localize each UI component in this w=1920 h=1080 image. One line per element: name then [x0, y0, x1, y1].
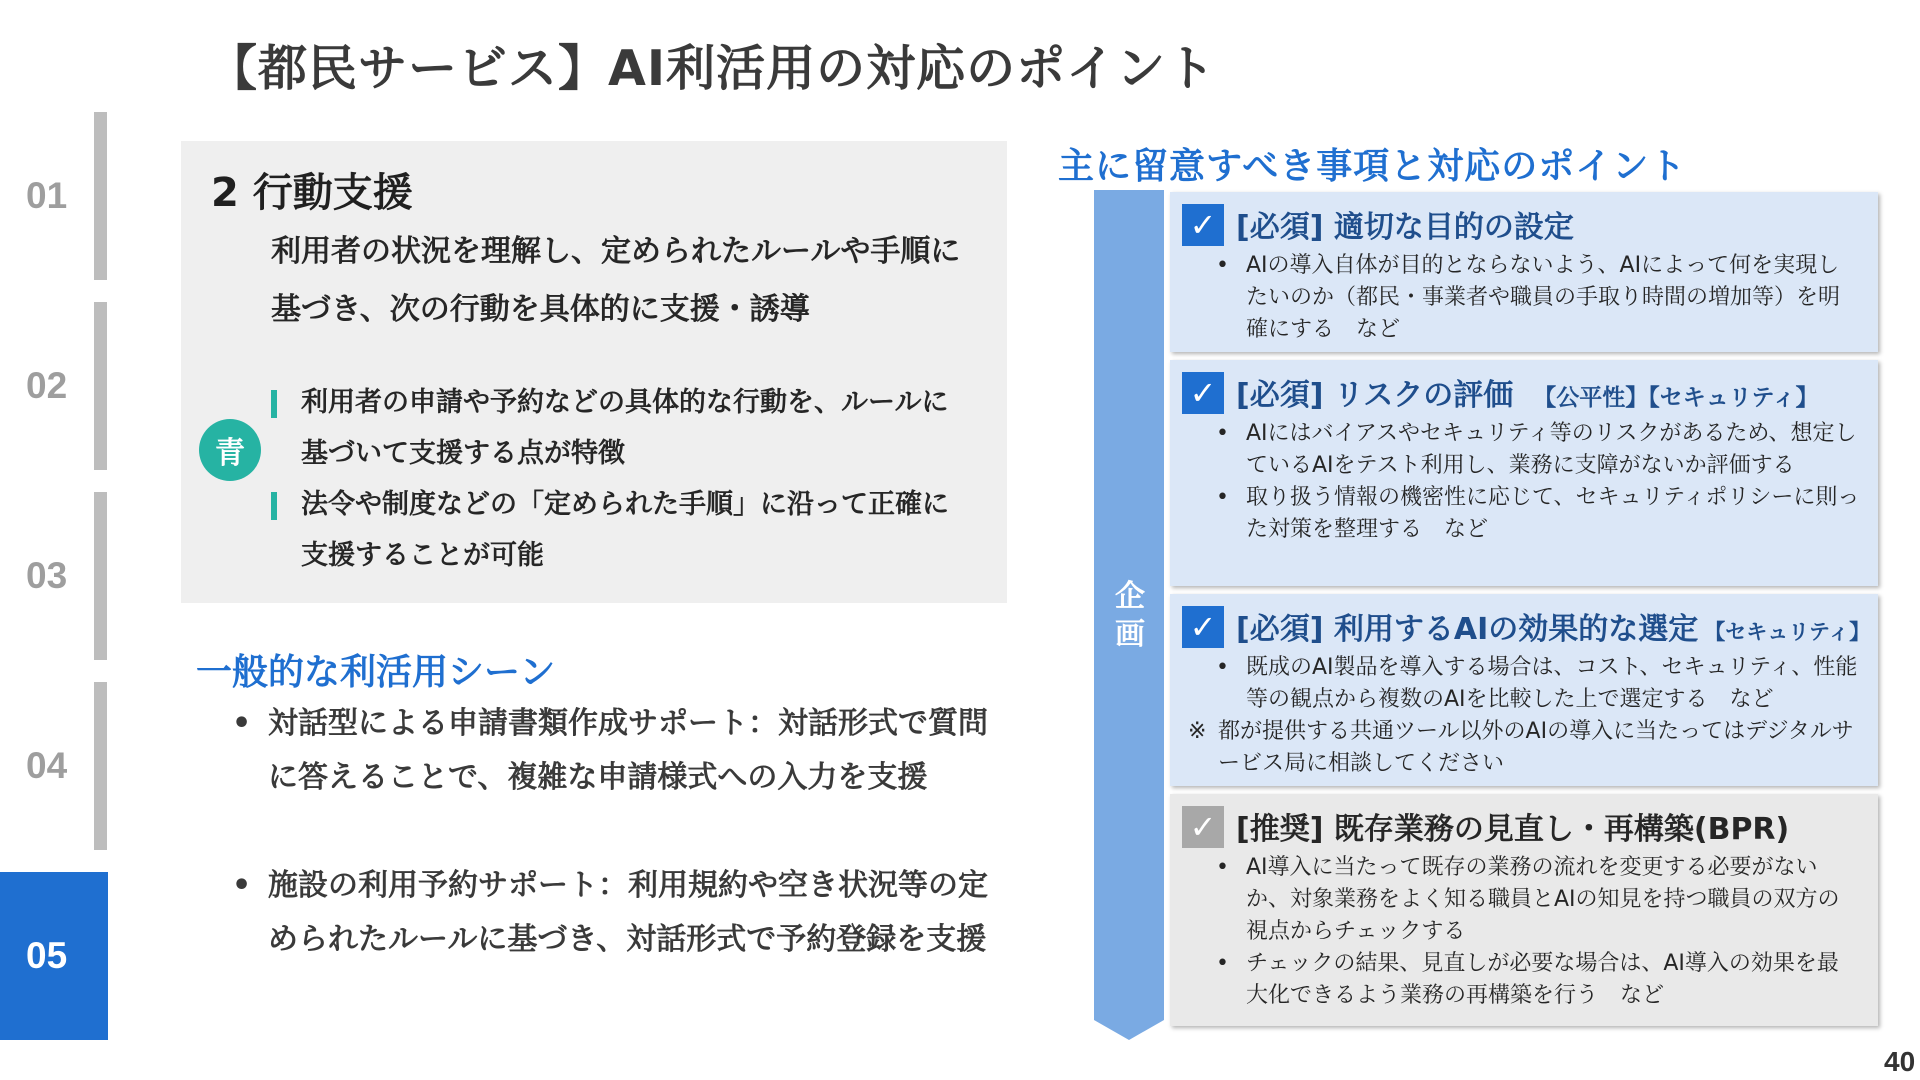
card-tag: 【公平性】【セキュリティ】 [1533, 385, 1819, 411]
feature-marker [271, 492, 277, 520]
card-purpose [1170, 192, 1878, 352]
phase-label: 企画 [1115, 579, 1145, 652]
list-item: ※ 都が提供する共通ツール以外のAIの導入に当たってはデジタルサービス局に相談してください [1188, 719, 1854, 776]
feature-text: 法令や制度などの「定められた手順」に沿って正確に支援することが可能 [301, 489, 949, 571]
list-item: • チェックの結果、見直しが必要な場合は、AI導入の効果を最大化できるよう業務の再構築を行う など [1216, 951, 1839, 1008]
card-risk [1170, 360, 1878, 586]
feature-marker [271, 390, 277, 418]
bullet: • [232, 706, 252, 741]
check-icon: ✓ [1182, 606, 1224, 648]
step-bar [94, 112, 107, 280]
card-title: [必須] リスクの評価 【公平性】【セキュリティ】 [1236, 378, 1819, 413]
card-selection [1170, 594, 1878, 786]
feature-item [271, 377, 971, 479]
step-bar [94, 302, 107, 470]
card-list [1210, 250, 1860, 346]
card-title: [推奨] 既存業務の見直し・再構築(BPR) [1236, 812, 1790, 847]
list-item: • AIにはバイアスやセキュリティ等のリスクがあるため、想定しているAIをテスト利用し、業務に支障がないか評価する [1216, 421, 1857, 478]
check-icon: ✓ [1182, 204, 1224, 246]
page-title: 【都民サービス】AI利活用の対応のポイント [208, 40, 1217, 97]
badge-blue: 青 [199, 419, 261, 481]
section-description: 利用者の状況を理解し、定められたルールや手順に基づき、次の行動を具体的に支援・誘導 [271, 234, 961, 327]
section-heading: 2 行動支援 [211, 170, 413, 216]
scene-item [232, 697, 1002, 805]
list-item: • AIの導入自体が目的とならないよう、AIによって何を実現したいのか（都民・事業者や職員の手取り時間の増加等）を明確にする など [1216, 253, 1841, 342]
step-number: 03 [26, 555, 68, 596]
scene-item [232, 859, 1002, 967]
step-05-active[interactable] [0, 872, 108, 1040]
step-number: 04 [26, 745, 68, 786]
step-number: 01 [26, 175, 68, 216]
page-number: 40 [1884, 1046, 1916, 1077]
feature-item [271, 479, 971, 581]
step-number: 05 [26, 935, 68, 976]
points-title: 主に留意すべき事項と対応のポイント [1058, 146, 1687, 187]
feature-text: 利用者の申請や予約などの具体的な行動を、ルールに基づいて支援する点が特徴 [301, 387, 949, 469]
step-01[interactable] [0, 112, 108, 280]
card-title: [必須] 利用するAIの効果的な選定 【セキュリティ】 [1236, 612, 1871, 647]
step-bar [94, 682, 107, 850]
card-list [1210, 418, 1860, 546]
check-icon: ✓ [1182, 372, 1224, 414]
section-box [181, 141, 1007, 603]
step-bar [94, 492, 107, 660]
step-02[interactable] [0, 302, 108, 470]
card-tag: 【セキュリティ】 [1704, 620, 1871, 644]
list-item: • 既成のAI製品を導入する場合は、コスト、セキュリティ、性能等の観点から複数のAIを比較した上で選定する など [1216, 655, 1858, 712]
card-bpr [1170, 794, 1878, 1026]
scene-text: 対話型による申請書類作成サポート：対話形式で質問に答えることで、複雑な申請様式への入力を支援 [268, 706, 988, 795]
scenes-title: 一般的な利活用シーン [196, 652, 556, 693]
check-icon: ✓ [1182, 806, 1224, 848]
list-item: • AI導入に当たって既存の業務の流れを変更する必要がないか、対象業務をよく知る職員とAIの知見を持つ職員の双方の視点からチェックする [1216, 855, 1840, 944]
scene-text: 施設の利用予約サポート：利用規約や空き状況等の定められたルールに基づき、対話形式で予約登録を支援 [268, 868, 988, 957]
card-list [1188, 652, 1860, 780]
step-03[interactable] [0, 492, 108, 660]
step-04[interactable] [0, 682, 108, 850]
step-number: 02 [26, 365, 68, 406]
card-list [1210, 852, 1860, 1012]
card-title: [必須] 適切な目的の設定 [1236, 210, 1574, 245]
bullet: • [232, 868, 252, 903]
list-item: • 取り扱う情報の機密性に応じて、セキュリティポリシーに則った対策を整理する など [1216, 485, 1860, 542]
